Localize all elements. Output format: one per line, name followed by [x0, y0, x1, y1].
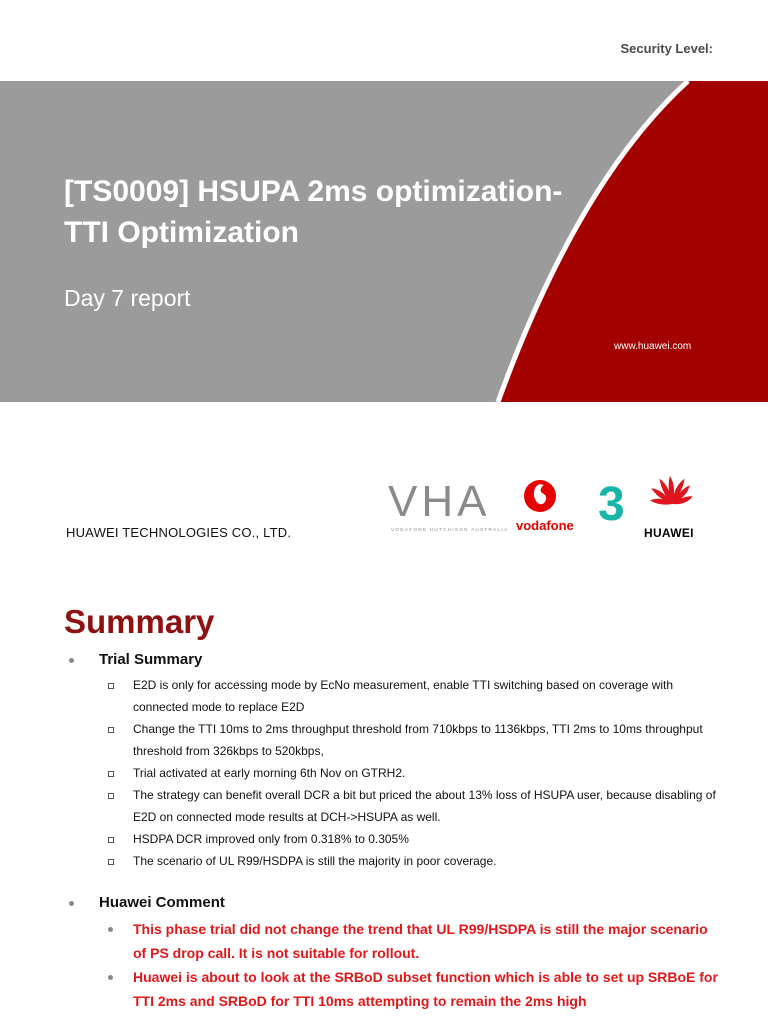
list-item: HSDPA DCR improved only from 0.318% to 0.305%: [108, 828, 728, 850]
square-bullet-icon: [108, 771, 114, 777]
huawei-comment-list: [108, 917, 718, 1013]
bullet-icon: [69, 901, 74, 906]
square-bullet-icon: [108, 837, 114, 843]
huawei-logo-text: HUAWEI: [644, 526, 694, 540]
security-level-label: Security Level:: [620, 41, 713, 56]
list-item: Change the TTI 10ms to 2ms throughput threshold from 710kbps to 1136kbps, TTI 2ms to 10ms throughput threshold from 326kbps to 520kbps,: [108, 718, 728, 762]
vodafone-logo-text: vodafone: [516, 518, 574, 533]
summary-title: Summary: [64, 603, 215, 640]
huawei-flower-icon: [650, 476, 694, 507]
bullet-icon: [108, 927, 113, 932]
list-item: Huawei is about to look at the SRBoD subset function which is able to set up SRBoE for TTI 2ms and SRBoD for TTI 10ms attempting to remain the 2ms high: [108, 965, 718, 1013]
company-name: HUAWEI TECHNOLOGIES CO., LTD.: [66, 525, 292, 540]
vha-logo: VHA: [388, 477, 491, 526]
cover-title: [TS0009] HSUPA 2ms optimization- TTI Optimization: [64, 175, 563, 249]
cover-banner: [0, 81, 768, 402]
square-bullet-icon: [108, 683, 114, 689]
three-logo: 3: [598, 478, 625, 531]
cover-subtitle: Day 7 report: [64, 285, 191, 311]
list-item: Trial activated at early morning 6th Nov on GTRH2.: [108, 762, 728, 784]
vha-logo-subtitle: VODAFONE HUTCHISON AUSTRALIA: [391, 527, 509, 532]
trial-summary-list: [108, 674, 728, 872]
bullet-icon: [108, 975, 113, 980]
bullet-icon: [69, 658, 74, 663]
website-link[interactable]: www.huawei.com: [614, 341, 692, 352]
square-bullet-icon: [108, 793, 114, 799]
list-item: E2D is only for accessing mode by EcNo measurement, enable TTI switching based on coverage with connected mode to replace E2D: [108, 674, 728, 718]
square-bullet-icon: [108, 859, 114, 865]
square-bullet-icon: [108, 727, 114, 733]
list-item: The scenario of UL R99/HSDPA is still the majority in poor coverage.: [108, 850, 728, 872]
partner-logos: [388, 474, 718, 544]
list-item: The strategy can benefit overall DCR a bit but priced the about 13% loss of HSUPA user, because disabling of E2D on connected mode results at DCH->HSUPA as well.: [108, 784, 728, 828]
list-item: This phase trial did not change the trend that UL R99/HSDPA is still the major scenario of PS drop call. It is not suitable for rollout.: [108, 917, 718, 965]
